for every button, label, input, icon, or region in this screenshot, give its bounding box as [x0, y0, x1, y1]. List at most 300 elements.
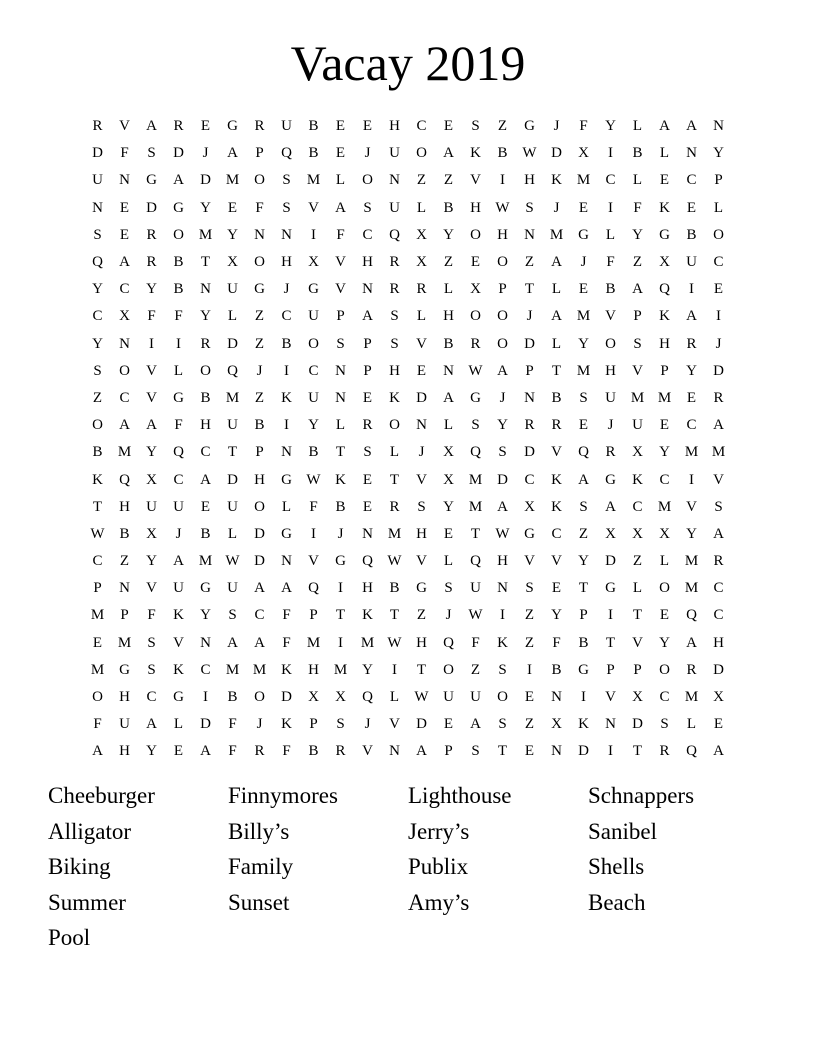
grid-letter[interactable]: N	[254, 226, 265, 243]
grid-letter[interactable]: S	[714, 498, 723, 515]
grid-letter[interactable]: H	[443, 308, 454, 325]
grid-letter[interactable]: S	[390, 335, 399, 352]
grid-letter[interactable]: A	[713, 525, 724, 542]
grid-letter[interactable]: S	[228, 607, 237, 624]
grid-letter[interactable]: G	[146, 172, 157, 189]
grid-letter[interactable]: M	[657, 498, 672, 515]
grid-letter[interactable]: Q	[470, 553, 481, 570]
grid-letter[interactable]: I	[527, 661, 532, 678]
grid-letter[interactable]: N	[389, 172, 400, 189]
grid-letter[interactable]: N	[92, 199, 103, 216]
grid-letter[interactable]: W	[468, 362, 483, 379]
grid-letter[interactable]: Y	[146, 743, 157, 760]
grid-letter[interactable]: O	[254, 254, 265, 271]
grid-letter[interactable]: L	[416, 199, 427, 216]
grid-letter[interactable]: H	[524, 172, 535, 189]
grid-letter[interactable]: K	[497, 634, 508, 651]
grid-letter[interactable]: I	[608, 743, 613, 760]
grid-letter[interactable]: U	[227, 417, 238, 434]
grid-letter[interactable]: S	[363, 199, 372, 216]
grid-letter[interactable]: Y	[308, 417, 319, 434]
grid-letter[interactable]: F	[147, 308, 156, 325]
grid-letter[interactable]: S	[498, 716, 507, 733]
grid-letter[interactable]: Z	[578, 525, 589, 542]
grid-letter[interactable]: U	[470, 580, 481, 597]
grid-letter[interactable]: Z	[443, 254, 454, 271]
grid-letter[interactable]: B	[632, 145, 643, 162]
grid-letter[interactable]: Y	[200, 308, 211, 325]
grid-letter[interactable]: L	[443, 417, 454, 434]
grid-letter[interactable]: O	[389, 417, 400, 434]
grid-letter[interactable]: E	[335, 118, 346, 135]
grid-letter[interactable]: A	[119, 254, 130, 271]
grid-letter[interactable]: L	[173, 716, 184, 733]
grid-letter[interactable]: E	[524, 743, 535, 760]
grid-letter[interactable]: V	[416, 471, 427, 488]
grid-letter[interactable]: X	[632, 689, 643, 706]
grid-letter[interactable]: X	[146, 525, 157, 542]
grid-letter[interactable]: E	[173, 743, 184, 760]
grid-letter[interactable]: B	[119, 525, 130, 542]
grid-letter[interactable]: U	[92, 172, 103, 189]
grid-letter[interactable]: O	[443, 661, 454, 678]
grid-letter[interactable]: G	[281, 471, 292, 488]
grid-letter[interactable]: P	[444, 743, 453, 760]
grid-letter[interactable]: D	[92, 145, 103, 162]
grid-letter[interactable]: I	[338, 634, 343, 651]
grid-letter[interactable]: G	[173, 689, 184, 706]
grid-letter[interactable]: O	[254, 689, 265, 706]
grid-letter[interactable]: O	[659, 661, 670, 678]
grid-letter[interactable]: O	[470, 308, 481, 325]
grid-letter[interactable]: Y	[146, 281, 157, 298]
grid-letter[interactable]: B	[254, 417, 265, 434]
grid-letter[interactable]: L	[551, 281, 562, 298]
grid-letter[interactable]: X	[713, 689, 724, 706]
grid-letter[interactable]: T	[92, 498, 103, 515]
grid-letter[interactable]: I	[203, 689, 208, 706]
grid-letter[interactable]: D	[713, 362, 724, 379]
grid-letter[interactable]: E	[362, 498, 373, 515]
grid-letter[interactable]: O	[416, 145, 427, 162]
grid-letter[interactable]: D	[200, 172, 211, 189]
grid-letter[interactable]: P	[633, 308, 642, 325]
grid-letter[interactable]: C	[200, 661, 211, 678]
grid-letter[interactable]: B	[308, 145, 319, 162]
grid-letter[interactable]: D	[497, 471, 508, 488]
grid-letter[interactable]: S	[498, 444, 507, 461]
grid-letter[interactable]: R	[389, 254, 400, 271]
grid-letter[interactable]: T	[497, 743, 508, 760]
grid-letter[interactable]: U	[686, 254, 697, 271]
grid-letter[interactable]: Q	[470, 444, 481, 461]
grid-letter[interactable]: F	[120, 145, 129, 162]
grid-letter[interactable]: I	[338, 580, 343, 597]
grid-letter[interactable]: L	[389, 444, 400, 461]
grid-letter[interactable]: C	[659, 689, 670, 706]
grid-letter[interactable]: Y	[551, 607, 562, 624]
grid-letter[interactable]: G	[524, 118, 535, 135]
grid-letter[interactable]: A	[227, 634, 238, 651]
grid-letter[interactable]: T	[578, 580, 589, 597]
grid-letter[interactable]: A	[200, 471, 211, 488]
grid-letter[interactable]: N	[551, 689, 562, 706]
grid-letter[interactable]: S	[525, 580, 534, 597]
grid-letter[interactable]: I	[284, 417, 289, 434]
grid-letter[interactable]: A	[605, 498, 616, 515]
grid-letter[interactable]: P	[255, 145, 264, 162]
grid-letter[interactable]: D	[281, 689, 292, 706]
grid-letter[interactable]: Y	[605, 118, 616, 135]
grid-letter[interactable]: N	[524, 389, 535, 406]
grid-letter[interactable]: X	[632, 525, 643, 542]
grid-letter[interactable]: N	[686, 145, 697, 162]
grid-letter[interactable]: K	[551, 471, 562, 488]
grid-letter[interactable]: A	[146, 417, 157, 434]
grid-letter[interactable]: L	[416, 308, 427, 325]
grid-letter[interactable]: M	[576, 362, 591, 379]
grid-letter[interactable]: Z	[416, 172, 427, 189]
grid-letter[interactable]: W	[90, 525, 105, 542]
grid-letter[interactable]: E	[362, 389, 373, 406]
grid-letter[interactable]: L	[335, 417, 346, 434]
grid-letter[interactable]: K	[362, 607, 373, 624]
grid-letter[interactable]: Z	[524, 634, 535, 651]
grid-letter[interactable]: B	[389, 580, 400, 597]
grid-letter[interactable]: S	[579, 498, 588, 515]
grid-letter[interactable]: F	[282, 634, 291, 651]
grid-letter[interactable]: C	[713, 580, 724, 597]
grid-letter[interactable]: T	[551, 362, 562, 379]
grid-letter[interactable]: U	[389, 145, 400, 162]
grid-letter[interactable]: L	[389, 689, 400, 706]
grid-letter[interactable]: R	[713, 389, 724, 406]
grid-letter[interactable]: U	[443, 689, 454, 706]
grid-letter[interactable]: U	[227, 498, 238, 515]
grid-letter[interactable]: S	[336, 335, 345, 352]
grid-letter[interactable]: C	[605, 172, 616, 189]
grid-letter[interactable]: M	[387, 525, 402, 542]
grid-letter[interactable]: C	[119, 389, 130, 406]
grid-letter[interactable]: S	[471, 743, 480, 760]
grid-letter[interactable]: P	[579, 607, 588, 624]
grid-letter[interactable]: B	[200, 389, 211, 406]
grid-letter[interactable]: Y	[686, 362, 697, 379]
grid-letter[interactable]: B	[551, 389, 562, 406]
grid-letter[interactable]: V	[713, 471, 724, 488]
grid-letter[interactable]: S	[363, 444, 372, 461]
grid-letter[interactable]: Q	[686, 743, 697, 760]
grid-letter[interactable]: S	[660, 716, 669, 733]
grid-letter[interactable]: V	[551, 553, 562, 570]
grid-letter[interactable]: U	[308, 389, 319, 406]
grid-letter[interactable]: L	[443, 281, 454, 298]
grid-letter[interactable]: A	[713, 417, 724, 434]
grid-letter[interactable]: M	[225, 661, 240, 678]
grid-letter[interactable]: M	[90, 661, 105, 678]
grid-letter[interactable]: M	[117, 634, 132, 651]
grid-letter[interactable]: J	[202, 145, 209, 162]
grid-letter[interactable]: S	[498, 661, 507, 678]
grid-letter[interactable]: D	[578, 743, 589, 760]
grid-letter[interactable]: T	[416, 661, 427, 678]
grid-letter[interactable]: E	[92, 634, 103, 651]
grid-letter[interactable]: R	[200, 335, 211, 352]
grid-letter[interactable]: E	[686, 389, 697, 406]
grid-letter[interactable]: E	[578, 199, 589, 216]
grid-letter[interactable]: U	[632, 417, 643, 434]
grid-letter[interactable]: G	[578, 226, 589, 243]
grid-letter[interactable]: X	[443, 471, 454, 488]
grid-letter[interactable]: E	[443, 525, 454, 542]
grid-letter[interactable]: K	[551, 498, 562, 515]
grid-letter[interactable]: S	[471, 118, 480, 135]
grid-letter[interactable]: R	[416, 281, 427, 298]
grid-letter[interactable]: I	[149, 335, 154, 352]
grid-letter[interactable]: Y	[92, 335, 103, 352]
grid-letter[interactable]: S	[282, 172, 291, 189]
grid-letter[interactable]: O	[713, 226, 724, 243]
grid-letter[interactable]: B	[551, 661, 562, 678]
grid-letter[interactable]: N	[281, 553, 292, 570]
grid-letter[interactable]: B	[335, 498, 346, 515]
grid-letter[interactable]: O	[497, 335, 508, 352]
grid-letter[interactable]: J	[175, 525, 182, 542]
grid-letter[interactable]: D	[146, 199, 157, 216]
grid-letter[interactable]: A	[497, 362, 508, 379]
grid-letter[interactable]: D	[524, 444, 535, 461]
grid-letter[interactable]: V	[335, 254, 346, 271]
grid-letter[interactable]: F	[174, 308, 183, 325]
grid-letter[interactable]: D	[632, 716, 643, 733]
grid-letter[interactable]: C	[713, 254, 724, 271]
grid-letter[interactable]: I	[689, 471, 694, 488]
grid-letter[interactable]: I	[500, 607, 505, 624]
grid-letter[interactable]: H	[416, 525, 427, 542]
grid-letter[interactable]: Y	[632, 226, 643, 243]
grid-letter[interactable]: Q	[578, 444, 589, 461]
grid-letter[interactable]: V	[119, 118, 130, 135]
grid-letter[interactable]: Z	[416, 607, 427, 624]
grid-letter[interactable]: O	[173, 226, 184, 243]
grid-letter[interactable]: V	[389, 716, 400, 733]
grid-letter[interactable]: E	[362, 118, 373, 135]
grid-letter[interactable]: I	[392, 661, 397, 678]
grid-letter[interactable]: N	[713, 118, 724, 135]
grid-letter[interactable]: J	[337, 525, 344, 542]
grid-letter[interactable]: F	[336, 226, 345, 243]
grid-letter[interactable]: P	[363, 362, 372, 379]
grid-letter[interactable]: M	[576, 172, 591, 189]
grid-letter[interactable]: O	[200, 362, 211, 379]
grid-letter[interactable]: O	[92, 417, 103, 434]
grid-letter[interactable]: D	[416, 389, 427, 406]
grid-letter[interactable]: C	[146, 689, 157, 706]
grid-letter[interactable]: F	[93, 716, 102, 733]
grid-letter[interactable]: B	[605, 281, 616, 298]
grid-letter[interactable]: S	[579, 389, 588, 406]
grid-letter[interactable]: E	[200, 118, 211, 135]
grid-letter[interactable]: Z	[254, 335, 265, 352]
grid-letter[interactable]: F	[282, 607, 291, 624]
grid-letter[interactable]: R	[173, 118, 184, 135]
grid-letter[interactable]: N	[281, 226, 292, 243]
grid-letter[interactable]: M	[657, 389, 672, 406]
grid-letter[interactable]: S	[471, 417, 480, 434]
grid-letter[interactable]: U	[227, 281, 238, 298]
grid-letter[interactable]: J	[256, 716, 263, 733]
grid-letter[interactable]: H	[362, 254, 373, 271]
grid-letter[interactable]: U	[470, 689, 481, 706]
grid-letter[interactable]: Q	[362, 689, 373, 706]
grid-letter[interactable]: M	[198, 553, 213, 570]
grid-letter[interactable]: K	[659, 199, 670, 216]
grid-letter[interactable]: E	[659, 607, 670, 624]
grid-letter[interactable]: A	[254, 634, 265, 651]
grid-letter[interactable]: O	[497, 689, 508, 706]
grid-letter[interactable]: P	[633, 661, 642, 678]
grid-letter[interactable]: T	[605, 634, 616, 651]
grid-letter[interactable]: V	[470, 172, 481, 189]
grid-letter[interactable]: E	[200, 498, 211, 515]
grid-letter[interactable]: X	[416, 226, 427, 243]
grid-letter[interactable]: Y	[713, 145, 724, 162]
grid-letter[interactable]: L	[686, 716, 697, 733]
grid-letter[interactable]: I	[311, 525, 316, 542]
grid-letter[interactable]: G	[173, 389, 184, 406]
grid-letter[interactable]: Z	[443, 172, 454, 189]
grid-letter[interactable]: Y	[92, 281, 103, 298]
grid-letter[interactable]: T	[389, 471, 400, 488]
grid-letter[interactable]: M	[225, 389, 240, 406]
grid-letter[interactable]: Q	[281, 145, 292, 162]
grid-letter[interactable]: F	[606, 254, 615, 271]
grid-letter[interactable]: Q	[686, 607, 697, 624]
grid-letter[interactable]: A	[146, 716, 157, 733]
grid-letter[interactable]: T	[389, 607, 400, 624]
grid-letter[interactable]: M	[117, 444, 132, 461]
grid-letter[interactable]: G	[227, 118, 238, 135]
grid-letter[interactable]: O	[605, 335, 616, 352]
grid-letter[interactable]: N	[200, 281, 211, 298]
grid-letter[interactable]: T	[632, 743, 643, 760]
grid-letter[interactable]: V	[308, 199, 319, 216]
grid-letter[interactable]: H	[497, 226, 508, 243]
grid-letter[interactable]: T	[227, 444, 238, 461]
grid-letter[interactable]: Z	[119, 553, 130, 570]
grid-letter[interactable]: R	[254, 743, 265, 760]
grid-letter[interactable]: H	[605, 362, 616, 379]
grid-letter[interactable]: Q	[92, 254, 103, 271]
grid-letter[interactable]: B	[173, 254, 184, 271]
grid-letter[interactable]: Y	[200, 199, 211, 216]
grid-letter[interactable]: P	[525, 362, 534, 379]
grid-letter[interactable]: V	[416, 335, 427, 352]
grid-letter[interactable]: I	[608, 199, 613, 216]
grid-letter[interactable]: L	[632, 580, 643, 597]
grid-letter[interactable]: F	[471, 634, 480, 651]
grid-letter[interactable]: D	[227, 335, 238, 352]
grid-letter[interactable]: Z	[470, 661, 481, 678]
grid-letter[interactable]: D	[713, 661, 724, 678]
grid-letter[interactable]: U	[119, 716, 130, 733]
grid-letter[interactable]: T	[200, 254, 211, 271]
grid-letter[interactable]: V	[146, 389, 157, 406]
grid-letter[interactable]: K	[578, 716, 589, 733]
grid-letter[interactable]: Z	[92, 389, 103, 406]
grid-letter[interactable]: D	[416, 716, 427, 733]
grid-letter[interactable]: V	[416, 553, 427, 570]
grid-letter[interactable]: Y	[443, 226, 454, 243]
grid-letter[interactable]: N	[119, 335, 130, 352]
grid-letter[interactable]: X	[227, 254, 238, 271]
grid-letter[interactable]: A	[578, 471, 589, 488]
grid-letter[interactable]: V	[551, 444, 562, 461]
grid-letter[interactable]: X	[551, 716, 562, 733]
grid-letter[interactable]: X	[659, 525, 670, 542]
grid-letter[interactable]: M	[90, 607, 105, 624]
grid-letter[interactable]: G	[578, 661, 589, 678]
grid-letter[interactable]: E	[578, 417, 589, 434]
grid-letter[interactable]: R	[92, 118, 103, 135]
grid-letter[interactable]: N	[362, 281, 373, 298]
grid-letter[interactable]: H	[281, 254, 292, 271]
grid-letter[interactable]: J	[418, 444, 425, 461]
grid-letter[interactable]: E	[119, 199, 130, 216]
grid-letter[interactable]: T	[470, 525, 481, 542]
grid-letter[interactable]: J	[715, 335, 722, 352]
grid-letter[interactable]: O	[92, 689, 103, 706]
grid-letter[interactable]: B	[281, 335, 292, 352]
grid-letter[interactable]: C	[551, 525, 562, 542]
grid-letter[interactable]: R	[335, 743, 346, 760]
grid-letter[interactable]: I	[284, 362, 289, 379]
grid-letter[interactable]: R	[362, 417, 373, 434]
grid-letter[interactable]: Z	[254, 389, 265, 406]
grid-letter[interactable]: X	[578, 145, 589, 162]
grid-letter[interactable]: I	[689, 281, 694, 298]
grid-letter[interactable]: E	[443, 716, 454, 733]
grid-letter[interactable]: S	[633, 335, 642, 352]
grid-letter[interactable]: R	[389, 281, 400, 298]
grid-letter[interactable]: T	[335, 607, 346, 624]
grid-letter[interactable]: Q	[173, 444, 184, 461]
grid-letter[interactable]: Y	[578, 553, 589, 570]
grid-letter[interactable]: V	[632, 362, 643, 379]
grid-letter[interactable]: E	[578, 281, 589, 298]
grid-letter[interactable]: B	[92, 444, 103, 461]
grid-letter[interactable]: A	[551, 254, 562, 271]
grid-letter[interactable]: X	[605, 525, 616, 542]
grid-letter[interactable]: N	[416, 417, 427, 434]
grid-letter[interactable]: Z	[254, 308, 265, 325]
grid-letter[interactable]: A	[227, 145, 238, 162]
grid-letter[interactable]: G	[605, 471, 616, 488]
grid-letter[interactable]: R	[524, 417, 535, 434]
grid-letter[interactable]: X	[632, 444, 643, 461]
grid-letter[interactable]: G	[416, 580, 427, 597]
grid-letter[interactable]: Q	[308, 580, 319, 597]
grid-letter[interactable]: A	[470, 716, 481, 733]
grid-letter[interactable]: A	[497, 498, 508, 515]
grid-letter[interactable]: N	[443, 362, 454, 379]
grid-letter[interactable]: Q	[389, 226, 400, 243]
grid-letter[interactable]: F	[552, 634, 561, 651]
grid-letter[interactable]: C	[119, 281, 130, 298]
grid-letter[interactable]: L	[659, 145, 670, 162]
grid-letter[interactable]: P	[714, 172, 723, 189]
grid-letter[interactable]: F	[255, 199, 264, 216]
